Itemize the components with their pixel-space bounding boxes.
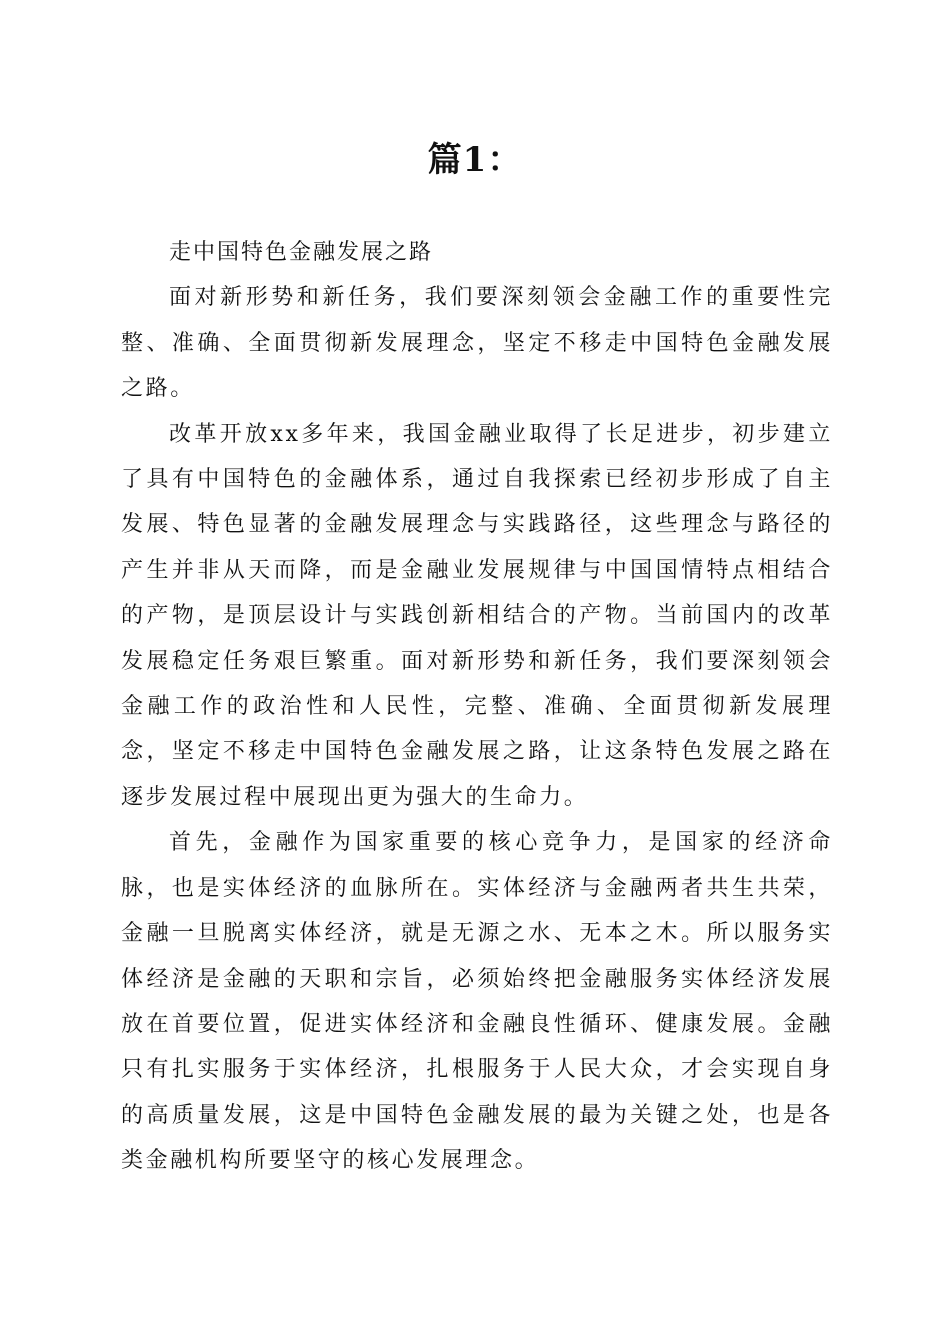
paragraph-first-point: 首先，金融作为国家重要的核心竞争力，是国家的经济命脉，也是实体经济的血脉所在。实体经济与金融两者共生共荣，金融一旦脱离实体经济，就是无源之水、无本之木。所以服务实体经济是金融的天职和宗旨，必须始终把金融服务实体经济发展放在首要位置，促进实体经济和金融良性循环、健康发展。金融只有扎实服务于实体经济，扎根服务于人民大众，才会实现自身的高质量发展，这是中国特色金融发展的最为关键之处，也是各类金融机构所要坚守的核心发展理念。 — [121, 830, 833, 1174]
paragraph-subtitle: 走中国特色金融发展之路 — [169, 240, 434, 265]
document-title: 篇1： — [427, 140, 523, 180]
document-body — [121, 230, 833, 1184]
paragraph-intro: 面对新形势和新任务，我们要深刻领会金融工作的重要性完整、准确、全面贯彻新发展理念，坚定不移走中国特色金融发展之路。 — [121, 285, 833, 402]
paragraph-reform: 改革开放xx多年来，我国金融业取得了长足进步，初步建立了具有中国特色的金融体系，通过自我探索已经初步形成了自主发展、特色显著的金融发展理念与实践路径，这些理念与路径的产生并非从天而降，而是金融业发展规律与中国国情特点相结合的产物，是顶层设计与实践创新相结合的产物。当前国内的改革发展稳定任务艰巨繁重。面对新形势和新任务，我们要深刻领会金融工作的政治性和人民性，完整、准确、全面贯彻新发展理念，坚定不移走中国特色金融发展之路，让这条特色发展之路在逐步发展过程中展现出更为强大的生命力。 — [121, 421, 833, 810]
